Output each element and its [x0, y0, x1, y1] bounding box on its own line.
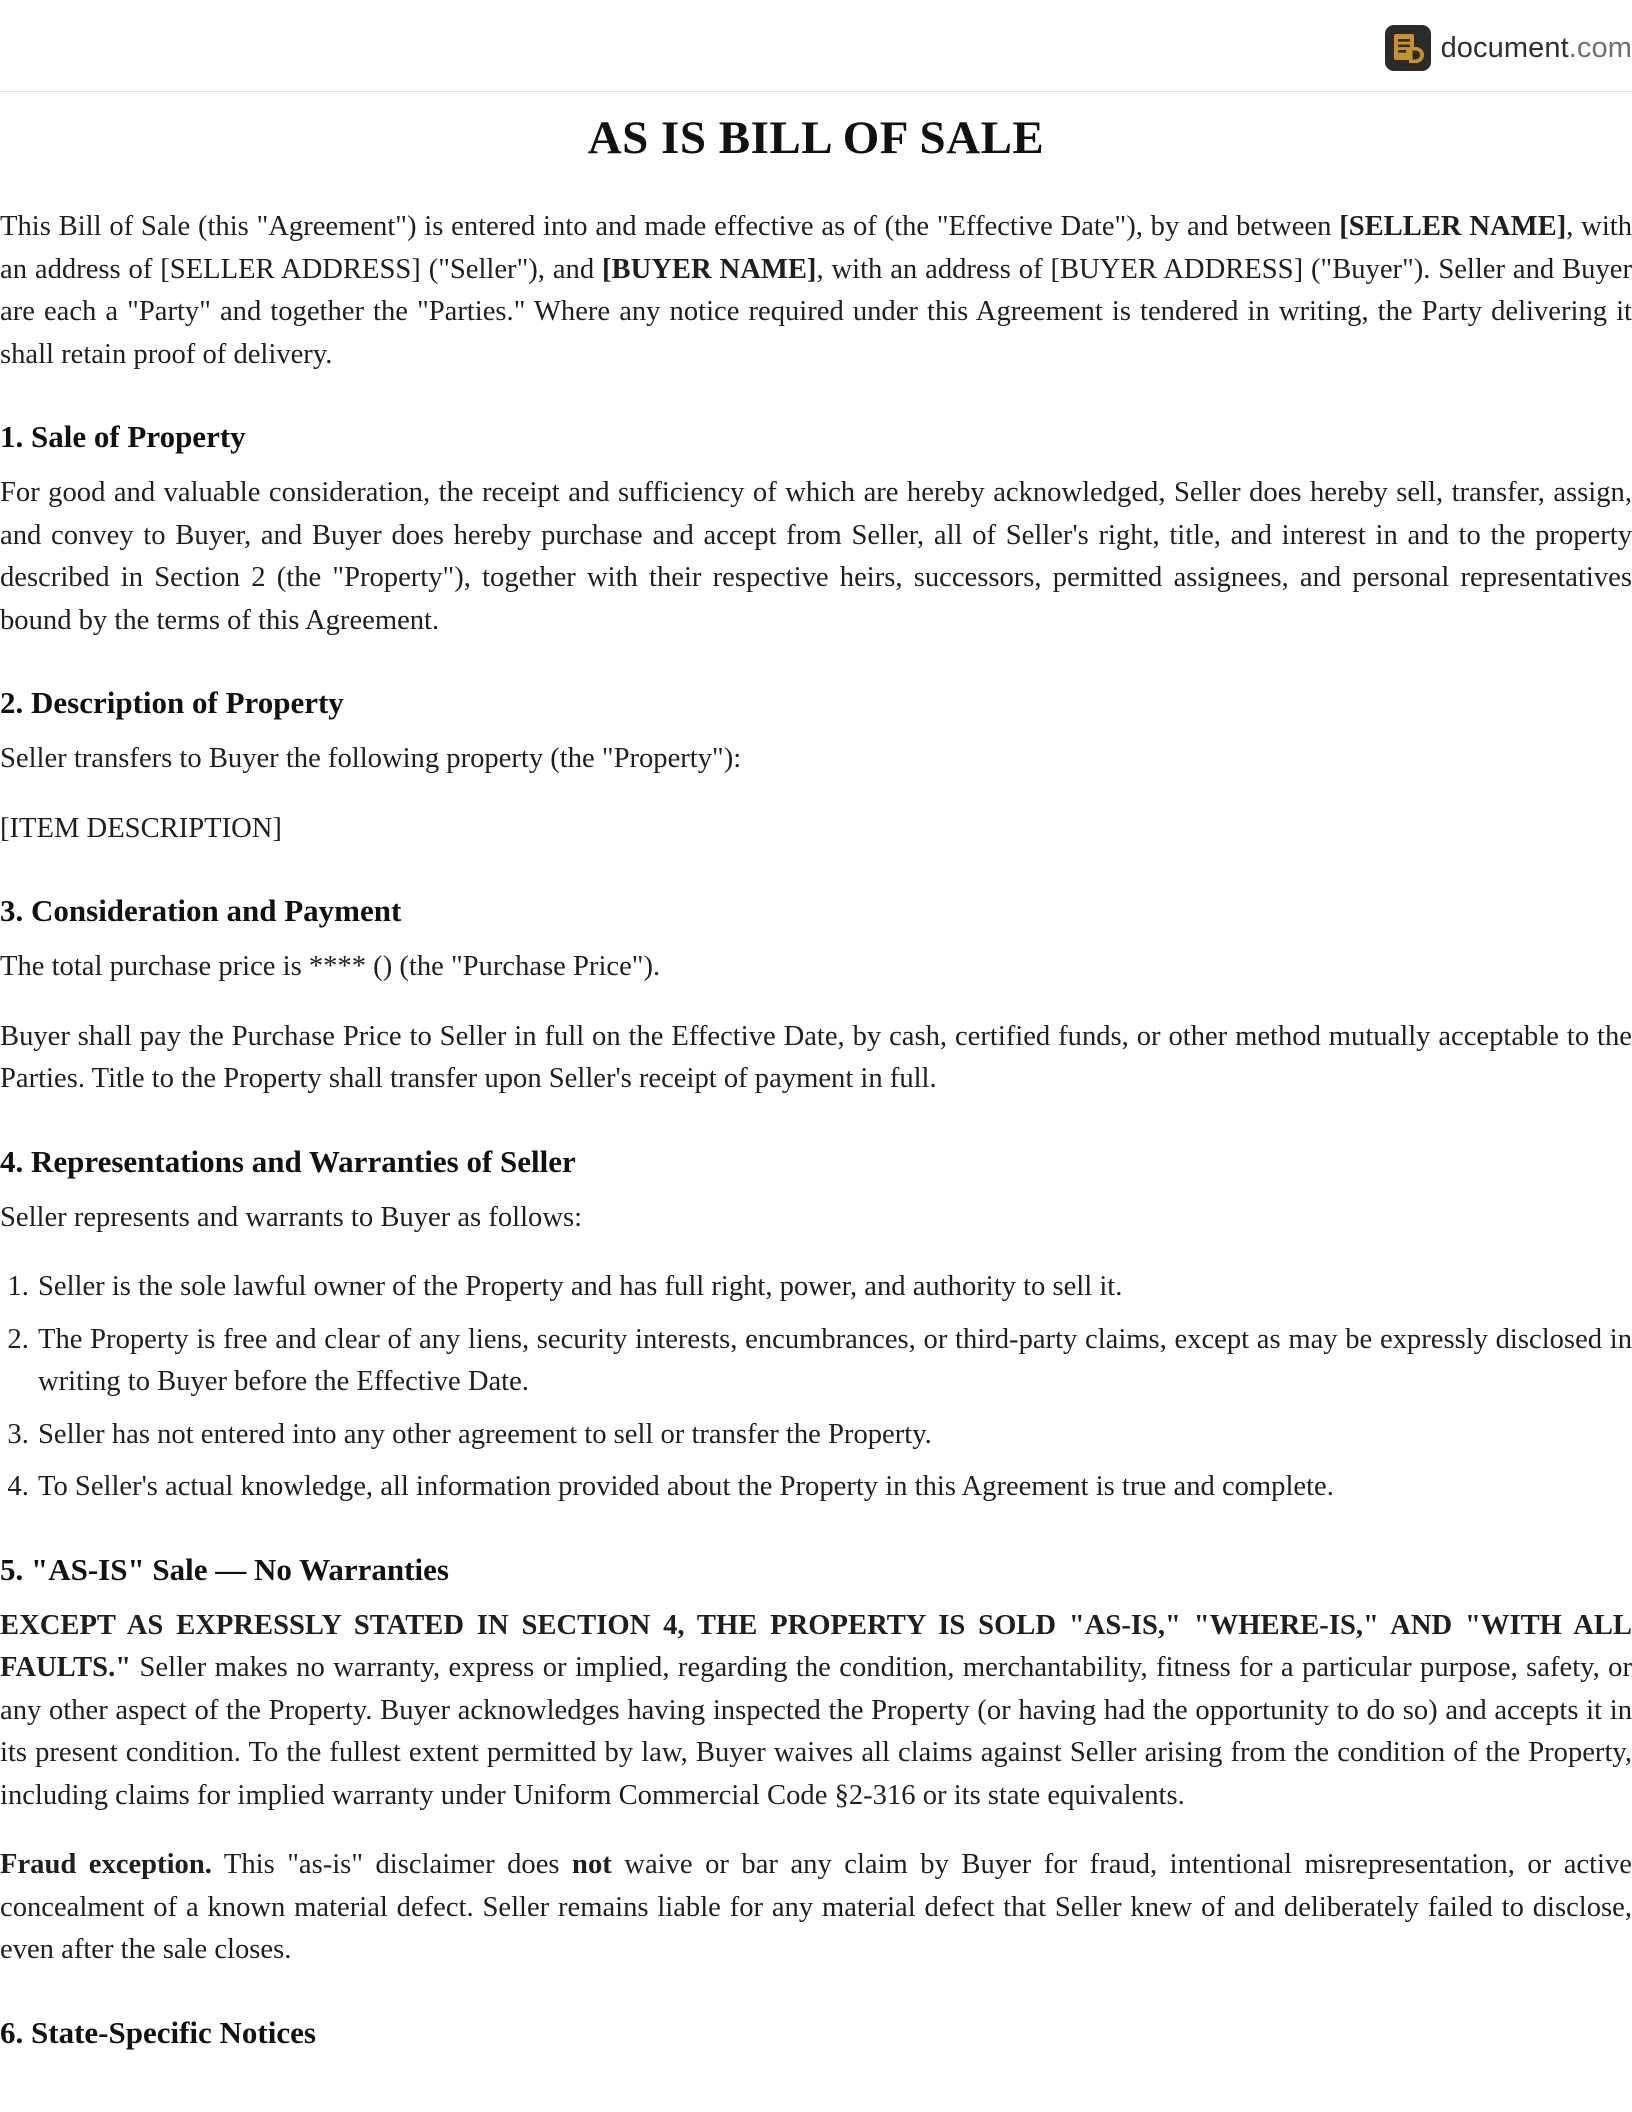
- list-item: 2. The Property is free and clear of any liens, security interests, encumbrances, or third-party claims, except as may be expressly disclosed in writing to Buyer before the Effective Date.: [36, 1319, 1632, 1404]
- section-sale-of-property: [0, 414, 1632, 642]
- section-paragraph: For good and valuable consideration, the receipt and sufficiency of which are hereby acknowledged, Seller does hereby sell, transfer, assign, and convey to Buyer, and Buyer does hereby purchase and accept from Seller, all of Seller's right, title, and interest in and to the property described in Section 2 (the "Property"), together with their respective heirs, successors, permitted assignees, and personal representatives bound by the terms of this Agreement.: [0, 477, 1632, 636]
- section-paragraph: Seller represents and warrants to Buyer as follows:: [0, 1201, 583, 1233]
- fraud-exception-label: Fraud exception.: [0, 1849, 212, 1880]
- list-item: 3. Seller has not entered into any other agreement to sell or transfer the Property.: [36, 1414, 1632, 1457]
- as-is-disclaimer-bold: EXCEPT AS EXPRESSLY STATED IN SECTION 4, THE PROPERTY IS SOLD "AS-IS," "WHERE-IS," AND "WITH ALL FAULTS.": [0, 1609, 1632, 1683]
- warranties-list: [0, 1266, 1632, 1509]
- section-heading: 5. "AS-IS" Sale — No Warranties: [0, 1551, 449, 1587]
- document-title: AS IS BILL OF SALE: [587, 112, 1045, 164]
- item-description-placeholder: [ITEM DESCRIPTION]: [0, 812, 282, 844]
- document-logo-icon: [1385, 25, 1431, 71]
- section-heading: 4. Representations and Warranties of Seller: [0, 1143, 576, 1179]
- list-item: 4. To Seller's actual knowledge, all information provided about the Property in this Agreement is true and complete.: [36, 1466, 1632, 1509]
- header-bar: [0, 0, 1632, 92]
- section-representations-and-warranties: [0, 1139, 1632, 1509]
- section-paragraph: Seller transfers to Buyer the following property (the "Property"):: [0, 743, 742, 774]
- section-heading: 6. State-Specific Notices: [0, 2014, 316, 2050]
- brand-logo[interactable]: [1385, 24, 1632, 72]
- document-body: [0, 106, 1632, 2094]
- section-paragraph: EXCEPT AS EXPRESSLY STATED IN SECTION 4, THE PROPERTY IS SOLD "AS-IS," "WHERE-IS," AND "WITH ALL FAULTS." Seller makes no warranty, express or implied, regarding the condition, merchantability, fitness for a particular purpose, safety, or any other aspect of the Property. Buyer acknowledges having inspected the Property (or having had the opportunity to do so) and accepts it in its present condition. To the fullest extent permitted by law, Buyer waives all claims against Seller arising from the condition of the Property, including claims for implied warranty under Uniform Commercial Code §2-316 or its state equivalents.: [0, 1609, 1632, 1811]
- section-as-is-sale: [0, 1547, 1632, 1972]
- fraud-exception-paragraph: Fraud exception. This "as-is" disclaimer does not waive or bar any claim by Buyer for fraud, intentional misrepresentation, or active concealment of a known material defect. Seller remains liable for any material defect that Seller knew of and deliberately failed to disclose, even after the sale closes.: [0, 1849, 1632, 1965]
- section-consideration-and-payment: [0, 888, 1632, 1101]
- intro-paragraph: This Bill of Sale (this "Agreement") is entered into and made effective as of (the "Effective Date"), by and between [SELLER NAME], with an address of [SELLER ADDRESS] ("Seller"), and [BUYER NAME], with an address of [BUYER ADDRESS] ("Buyer"). Seller and Buyer are each a "Party" and together the "Parties." Where any notice required under this Agreement is tendered in writing, the Party delivering it shall retain proof of delivery.: [0, 211, 1632, 370]
- section-paragraph: Buyer shall pay the Purchase Price to Seller in full on the Effective Date, by cash, certified funds, or other method mutually acceptable to the Parties. Title to the Property shall transfer upon Seller's receipt of payment in full.: [0, 1020, 1632, 1094]
- section-paragraph: The total purchase price is **** () (the "Purchase Price").: [0, 951, 661, 982]
- section-heading: 2. Description of Property: [0, 685, 344, 720]
- section-state-specific-notices: [0, 2010, 1632, 2056]
- brand-name: document.com: [1440, 31, 1632, 64]
- seller-name-placeholder: [SELLER NAME]: [1339, 211, 1567, 242]
- section-heading: 1. Sale of Property: [0, 419, 246, 454]
- buyer-name-placeholder: [BUYER NAME]: [602, 253, 817, 285]
- section-heading: 3. Consideration and Payment: [0, 893, 402, 928]
- section-description-of-property: [0, 680, 1632, 850]
- list-item: 1. Seller is the sole lawful owner of the Property and has full right, power, and authority to sell it.: [36, 1266, 1632, 1309]
- brand-tld: .com: [1568, 31, 1632, 64]
